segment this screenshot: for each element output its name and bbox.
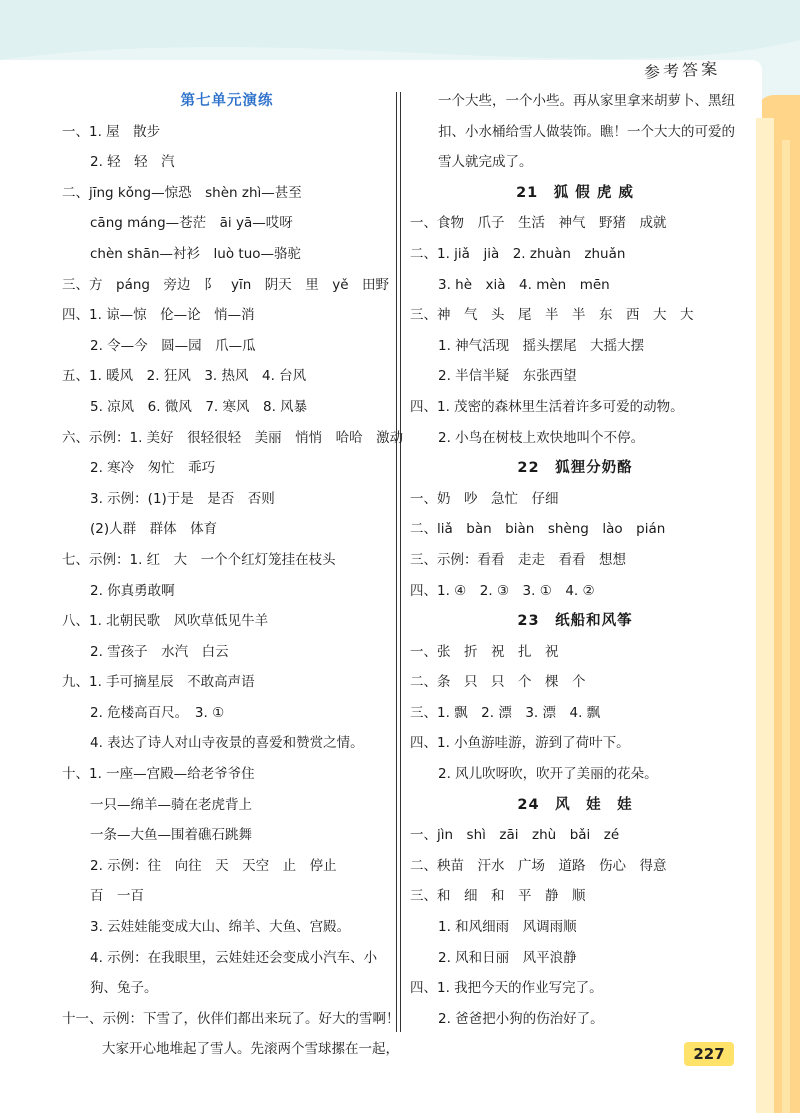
right-answer-line: 三、示例：看看 走走 看看 想想 (410, 551, 626, 568)
right-answer-line: 一、张 折 祝 扎 祝 (410, 643, 559, 660)
right-answer-line: 二、1. jiǎ jià 2. zhuàn zhuǎn (410, 245, 626, 262)
right-answer-line: 四、1. 我把今天的作业写完了。 (410, 980, 603, 997)
left-answer-line: 2. 雪孩子 水汽 白云 (90, 643, 229, 660)
right-answer-line: 二、条 只 只 个 棵 个 (410, 674, 586, 691)
left-answer-line: 4. 示例：在我眼里，云娃娃还会变成小汽车、小 (90, 949, 378, 966)
left-answer-line: 十、1. 一座—宫殿—给老爷爷住 (62, 766, 255, 783)
right-answer-line: 一、奶 吵 急忙 仔细 (410, 490, 559, 507)
right-column (410, 86, 740, 1034)
left-answer-line: 八、1. 北朝民歌 风吹草低见牛羊 (62, 613, 269, 630)
right-answer-line: 雪人就完成了。 (438, 154, 533, 171)
right-answer-line: 2. 风儿吹呀吹，吹开了美丽的花朵。 (438, 766, 658, 783)
left-answer-line: 2. 你真勇敢啊 (90, 582, 175, 599)
right-answer-line: 2. 小鸟在树枝上欢快地叫个不停。 (438, 429, 645, 446)
right-answer-line: 二、liǎ bàn biàn shèng lào pián (410, 521, 666, 538)
right-answer-line: 一、jìn shì zāi zhù bǎi zé (410, 827, 620, 844)
left-answer-line: 四、1. 谅—惊 伦—论 悄—消 (62, 307, 255, 324)
header-label: 参考答案 (643, 59, 721, 82)
left-answer-line: 2. 寒冷 匆忙 乖巧 (90, 460, 216, 477)
right-answer-line: 2. 风和日丽 风平浪静 (438, 949, 577, 966)
right-answer-line: 三、和 细 和 平 静 顺 (410, 888, 586, 905)
left-answer-line: 3. 示例：(1)于是 是否 否则 (90, 490, 275, 507)
left-answer-line: 三、方 páng 旁边 阝 yīn 阴天 里 yě 田野 (62, 276, 390, 293)
column-divider-right (400, 92, 401, 1032)
right-answer-line: 一个大些，一个小些。再从家里拿来胡萝卜、黑纽 (438, 93, 735, 109)
right-answer-line: 四、1. 小鱼游哇游，游到了荷叶下。 (410, 735, 630, 752)
right-answer-line: 扣、小水桶给雪人做装饰。瞧！一个大大的可爱的 (438, 123, 735, 140)
page-number: 227 (684, 1042, 734, 1066)
right-answer-line: 三、神 气 头 尾 半 半 东 西 大 大 (410, 307, 694, 324)
right-answer-line: 四、1. 茂密的森林里生活着许多可爱的动物。 (410, 398, 684, 415)
right-section-title: 21 狐 假 虎 威 (516, 184, 634, 201)
left-answer-line: 3. 云娃娃能变成大山、绵羊、大鱼、宫殿。 (90, 919, 351, 936)
right-answer-line: 1. 神气活现 摇头摆尾 大摇大摆 (438, 337, 645, 354)
left-answer-line: 二、jīng kǒng—惊恐 shèn zhì—甚至 (62, 184, 302, 201)
left-answer-line: 2. 轻 轻 汽 (90, 154, 175, 171)
right-answer-line: 三、1. 飘 2. 漂 3. 漂 4. 飘 (410, 704, 601, 721)
right-answer-line: 1. 和风细雨 风调雨顺 (438, 919, 577, 936)
left-answer-line: 七、示例：1. 红 大 一个个红灯笼挂在枝头 (62, 551, 336, 568)
left-answer-line: 一只—绵羊—骑在老虎背上 (90, 796, 252, 813)
left-answer-line: 一条—大鱼—围着礁石跳舞 (90, 827, 252, 844)
left-answer-line: chèn shān—衬衫 luò tuo—骆驼 (90, 245, 302, 262)
left-answer-line: cāng máng—苍茫 āi yā—哎呀 (90, 215, 293, 232)
right-answer-line: 2. 爸爸把小狗的伤治好了。 (438, 1010, 604, 1027)
left-answer-line: 一、1. 屋 散步 (62, 123, 161, 140)
left-answer-line: 十一、示例：下雪了，伙伴们都出来玩了。好大的雪啊！ (62, 1010, 400, 1027)
right-answer-line: 2. 半信半疑 东张西望 (438, 368, 577, 385)
left-section-title: 第七单元演练 (180, 93, 274, 109)
right-answer-line: 四、1. ④ 2. ③ 3. ① 4. ② (410, 582, 595, 599)
right-section-title: 22 狐狸分奶酪 (517, 460, 633, 477)
page-edge-stripe (782, 140, 790, 1113)
left-answer-line: 大家开心地堆起了雪人。先滚两个雪球摞在一起， (102, 1041, 399, 1058)
left-answer-line: 2. 危楼高百尺。 3. ① (90, 704, 225, 721)
left-column (62, 86, 404, 1065)
left-answer-line: 2. 令—今 圆—园 爪—瓜 (90, 337, 256, 354)
page-edge-inner (756, 118, 774, 1113)
left-answer-line: 4. 表达了诗人对山寺夜景的喜爱和赞赏之情。 (90, 735, 364, 752)
right-answer-line: 3. hè xià 4. mèn mēn (438, 276, 610, 293)
left-answer-line: 2. 示例：往 向往 天 天空 止 停止 (90, 857, 337, 874)
right-section-title: 24 风 娃 娃 (517, 796, 633, 813)
left-answer-line: 5. 凉风 6. 微风 7. 寒风 8. 风暴 (90, 398, 308, 415)
left-answer-line: 狗、兔子。 (90, 980, 158, 997)
right-answer-line: 一、食物 爪子 生活 神气 野猪 成就 (410, 215, 667, 232)
column-divider-left (396, 92, 397, 1032)
left-answer-line: 六、示例：1. 美好 很轻很轻 美丽 悄悄 哈哈 激动 (62, 429, 404, 446)
left-answer-line: 九、1. 手可摘星辰 不敢高声语 (62, 674, 255, 691)
left-answer-line: (2)人群 群体 体育 (90, 521, 218, 538)
right-answer-line: 二、秧苗 汗水 广场 道路 伤心 得意 (410, 857, 667, 874)
left-answer-line: 百 一百 (90, 888, 144, 905)
left-answer-line: 五、1. 暖风 2. 狂风 3. 热风 4. 台风 (62, 368, 307, 385)
right-section-title: 23 纸船和风筝 (517, 613, 633, 630)
